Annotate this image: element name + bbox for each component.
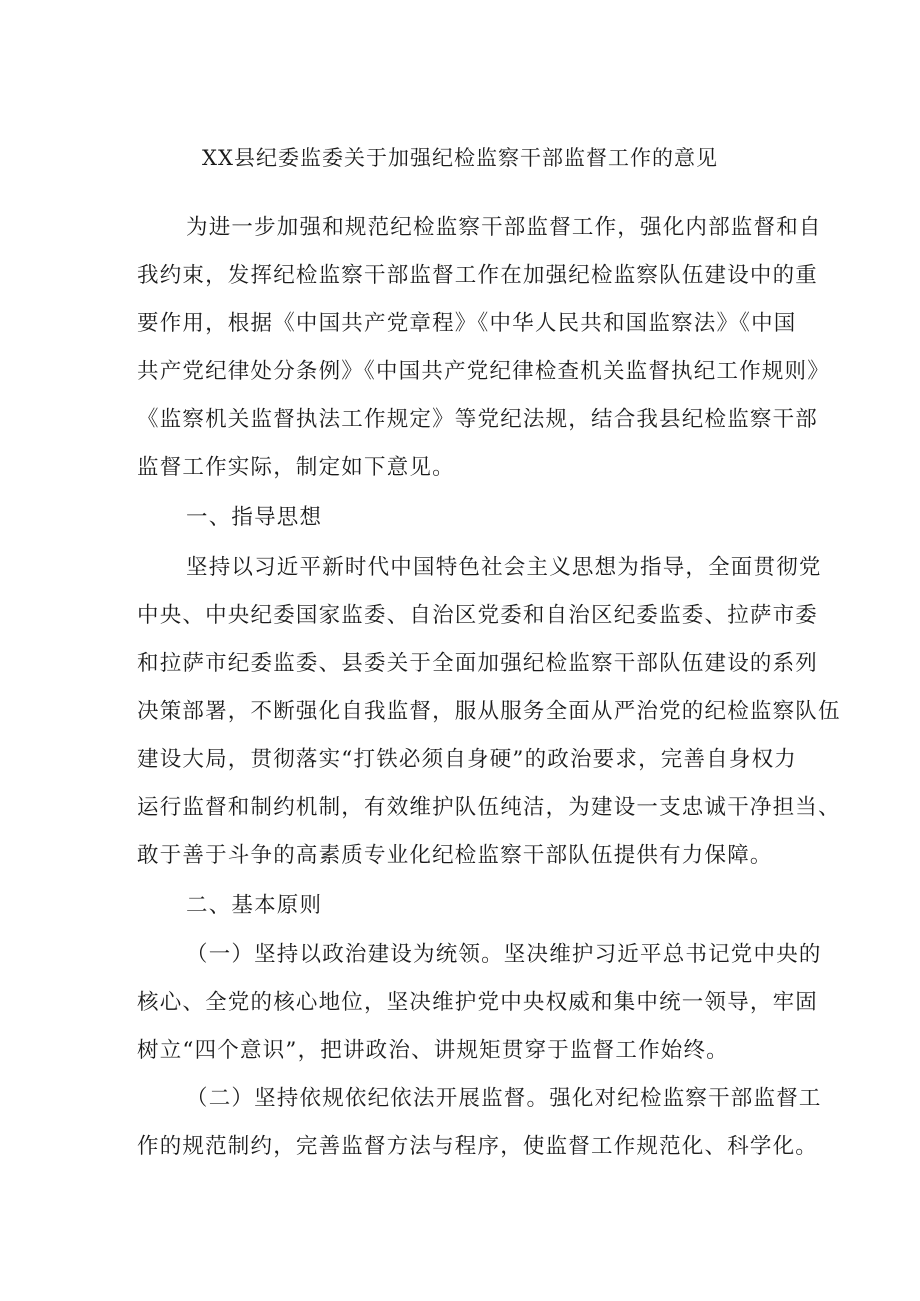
section1-line: 决策部署，不断强化自我监督，服从服务全面从严治党的纪检监察队伍 [137, 699, 841, 724]
intro-line: 要作用，根据《中国共产党章程》《中华人民共和国监察法》《中国 [137, 311, 797, 336]
intro-line: 我约束，发挥纪检监察干部监督工作在加强纪检监察队伍建设中的重 [137, 263, 819, 288]
document-title: XX县纪委监委关于加强纪检监察干部监督工作的意见 [202, 146, 718, 170]
section-heading-guiding-ideology: 一、指导思想 [186, 505, 323, 530]
principle2-line: （二）坚持依规依纪依法开展监督。强化对纪检监察干部监督工 [186, 1086, 822, 1111]
section1-line: 坚持以习近平新时代中国特色社会主义思想为指导，全面贯彻党 [186, 555, 822, 580]
intro-line: 共产党纪律处分条例》《中国共产党纪律检查机关监督执纪工作规则》 [137, 359, 830, 384]
principle2-line: 作的规范制约，完善监督方法与程序，使监督工作规范化、科学化。 [137, 1134, 819, 1159]
section1-line: 运行监督和制约机制，有效维护队伍纯洁，为建设一支忠诚干净担当、 [137, 795, 841, 820]
section1-line: 建设大局，贯彻落实“打铁必须自身硬”的政治要求，完善自身权力 [137, 747, 797, 772]
principle1-line: （一）坚持以政治建设为统领。坚决维护习近平总书记党中央的 [186, 942, 822, 967]
principle1-line: 核心、全党的核心地位，坚决维护党中央权威和集中统一领导，牢固 [137, 990, 819, 1015]
intro-line: 《监察机关监督执法工作规定》等党纪法规，结合我县纪检监察干部 [137, 407, 819, 432]
section1-line: 敢于善于斗争的高素质专业化纪检监察干部队伍提供有力保障。 [137, 843, 773, 868]
principle1-line: 树立“四个意识”，把讲政治、讲规矩贯穿于监督工作始终。 [137, 1038, 729, 1063]
section1-line: 中央、中央纪委国家监委、自治区党委和自治区纪委监委、拉萨市委 [137, 603, 819, 628]
intro-line: 监督工作实际，制定如下意见。 [137, 455, 455, 480]
intro-line: 为进一步加强和规范纪检监察干部监督工作，强化内部监督和自 [186, 215, 822, 240]
section-heading-basic-principles: 二、基本原则 [186, 893, 323, 918]
section1-line: 和拉萨市纪委监委、县委关于全面加强纪检监察干部队伍建设的系列 [137, 651, 819, 676]
